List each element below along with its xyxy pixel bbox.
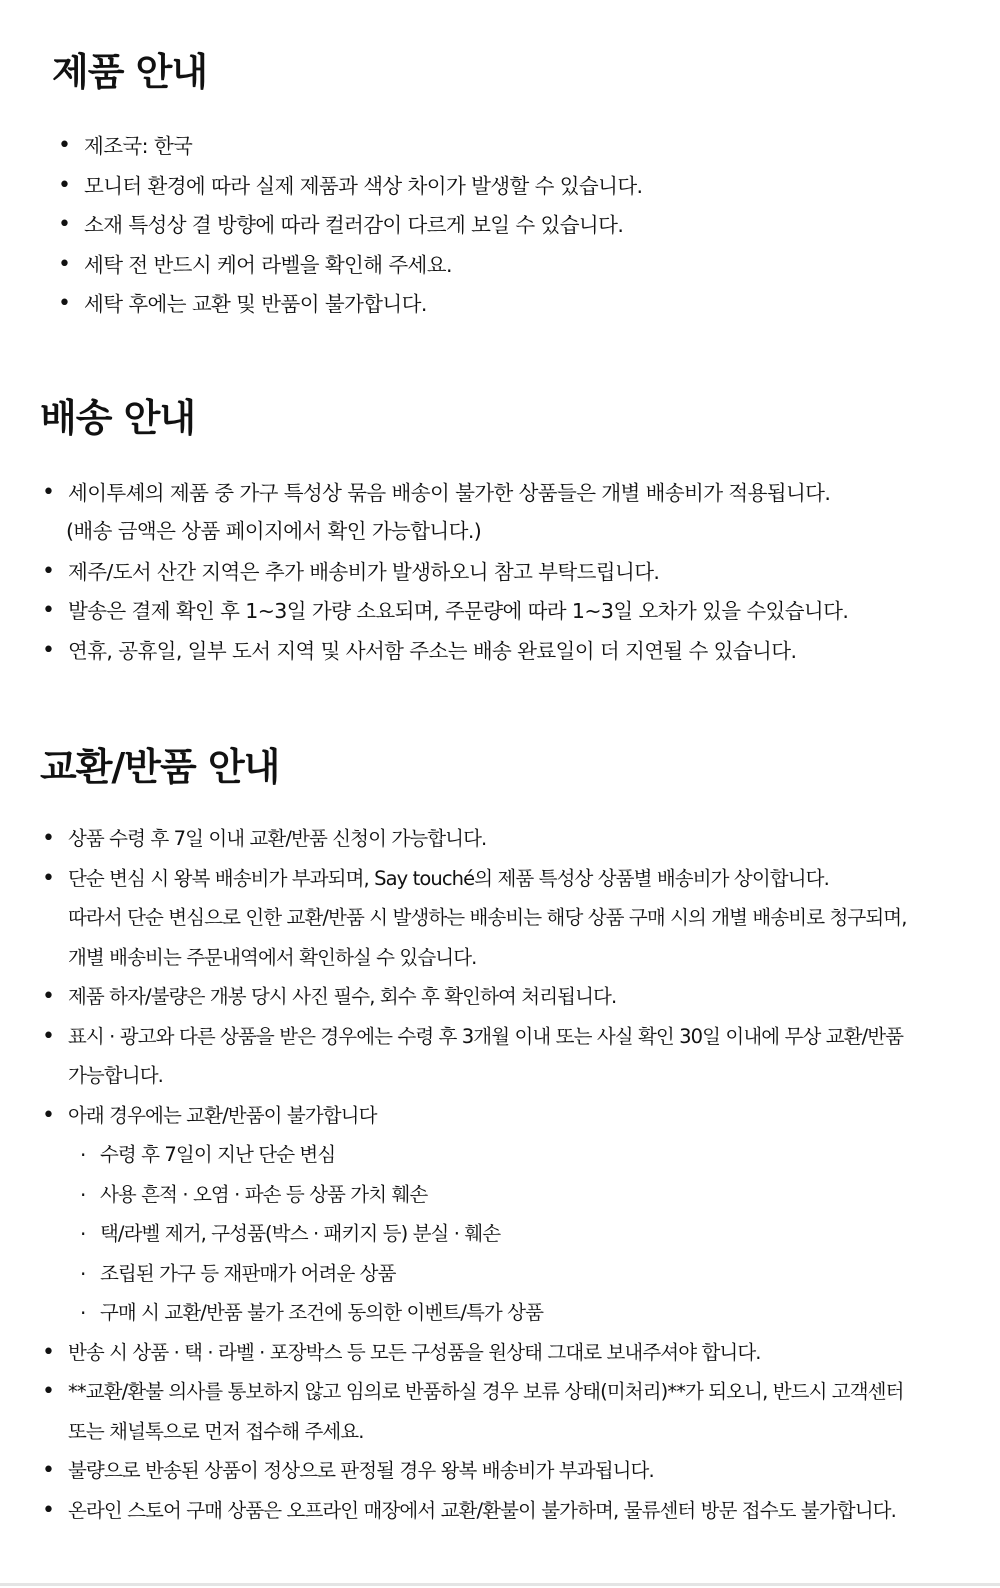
- bullet-dot: •: [58, 173, 71, 198]
- list-item-text: 발송은 결제 확인 후 1~3일 가량 소요되며, 주문량에 따라 1~3일 오차가 있을 수있습니다.: [68, 599, 849, 623]
- list-item-text: 아래 경우에는 교환/반품이 불가합니다: [68, 1104, 377, 1127]
- list-item-text: 온라인 스토어 구매 상품은 오프라인 매장에서 교환/환불이 불가하며, 물류센터 방문 접수도 불가합니다.: [68, 1499, 896, 1522]
- list-item-continuation: 또는 채널톡으로 먼저 접수해 주세요.: [68, 1420, 364, 1443]
- list-item-continuation: 가능합니다.: [68, 1064, 163, 1087]
- bullet-dot: •: [42, 638, 55, 663]
- sub-bullet-dot: ·: [80, 1301, 87, 1325]
- bullet-dot: •: [42, 1458, 55, 1483]
- footer-divider: [0, 1583, 1000, 1586]
- sub-bullet-dot: ·: [80, 1262, 87, 1286]
- bullet-dot: •: [58, 212, 71, 237]
- sub-list-item-text: 수령 후 7일이 지난 단순 변심: [100, 1143, 336, 1166]
- list-item-text: 소재 특성상 결 방향에 따라 컬러감이 다르게 보일 수 있습니다.: [84, 213, 624, 237]
- list-item-text: 모니터 환경에 따라 실제 제품과 색상 차이가 발생할 수 있습니다.: [84, 174, 643, 198]
- bullet-dot: •: [58, 252, 71, 277]
- list-item-text: 세탁 후에는 교환 및 반품이 불가합니다.: [84, 292, 427, 316]
- list-item-continuation: (배송 금액은 상품 페이지에서 확인 가능합니다.): [66, 519, 482, 543]
- list-item-text: 세탁 전 반드시 케어 라벨을 확인해 주세요.: [84, 253, 452, 277]
- bullet-dot: •: [42, 598, 55, 623]
- list-item-text: 제주/도서 산간 지역은 추가 배송비가 발생하오니 참고 부탁드립니다.: [68, 560, 660, 584]
- list-item-text: 반송 시 상품 · 택 · 라벨 · 포장박스 등 모든 구성품을 원상태 그대로 보내주셔야 합니다.: [68, 1341, 761, 1364]
- bullet-dot: •: [42, 984, 55, 1009]
- list-item-text: 단순 변심 시 왕복 배송비가 부과되며, Say touché의 제품 특성상 상품별 배송비가 상이합니다.: [68, 867, 829, 890]
- list-item-continuation: 따라서 단순 변심으로 인한 교환/반품 시 발생하는 배송비는 해당 상품 구매 시의 개별 배송비로 청구되며,: [68, 906, 907, 929]
- list-item-text: 제품 하자/불량은 개봉 당시 사진 필수, 회수 후 확인하여 처리됩니다.: [68, 985, 617, 1008]
- section-title-exchange: 교환/반품 안내: [40, 745, 280, 789]
- sub-list-item-text: 사용 흔적 · 오염 · 파손 등 상품 가치 훼손: [100, 1183, 428, 1206]
- list-item-continuation: 개별 배송비는 주문내역에서 확인하실 수 있습니다.: [68, 946, 477, 969]
- list-item-text: 불량으로 반송된 상품이 정상으로 판정될 경우 왕복 배송비가 부과됩니다.: [68, 1459, 654, 1482]
- bullet-dot: •: [42, 1379, 55, 1404]
- bullet-dot: •: [42, 1103, 55, 1128]
- list-item-text: 연휴, 공휴일, 일부 도서 지역 및 사서함 주소는 배송 완료일이 더 지연될 수 있습니다.: [68, 639, 797, 663]
- list-item-text: 표시 · 광고와 다른 상품을 받은 경우에는 수령 후 3개월 이내 또는 사실 확인 30일 이내에 무상 교환/반품: [68, 1025, 904, 1048]
- section-title-shipping: 배송 안내: [40, 396, 196, 440]
- bullet-dot: •: [42, 826, 55, 851]
- list-item-text: **교환/환불 의사를 통보하지 않고 임의로 반품하실 경우 보류 상태(미처리)**가 되오니, 반드시 고객센터: [68, 1380, 904, 1403]
- bullet-dot: •: [42, 480, 55, 505]
- list-item-text: 세이투셰의 제품 중 가구 특성상 묶음 배송이 불가한 상품들은 개별 배송비가 적용됩니다.: [68, 481, 831, 505]
- bullet-dot: •: [58, 133, 71, 158]
- bullet-dot: •: [42, 559, 55, 584]
- list-item-text: 상품 수령 후 7일 이내 교환/반품 신청이 가능합니다.: [68, 827, 487, 850]
- sub-bullet-dot: ·: [80, 1222, 87, 1246]
- sub-list-item-text: 조립된 가구 등 재판매가 어려운 상품: [100, 1262, 396, 1285]
- bullet-dot: •: [42, 1340, 55, 1365]
- bullet-dot: •: [58, 291, 71, 316]
- bullet-dot: •: [42, 866, 55, 891]
- sub-bullet-dot: ·: [80, 1143, 87, 1167]
- sub-list-item-text: 구매 시 교환/반품 불가 조건에 동의한 이벤트/특가 상품: [100, 1301, 544, 1324]
- section-title-product: 제품 안내: [52, 50, 208, 94]
- bullet-dot: •: [42, 1498, 55, 1523]
- bullet-dot: •: [42, 1024, 55, 1049]
- sub-bullet-dot: ·: [80, 1183, 87, 1207]
- sub-list-item-text: 택/라벨 제거, 구성품(박스 · 패키지 등) 분실 · 훼손: [100, 1222, 501, 1245]
- list-item-text: 제조국: 한국: [84, 134, 193, 158]
